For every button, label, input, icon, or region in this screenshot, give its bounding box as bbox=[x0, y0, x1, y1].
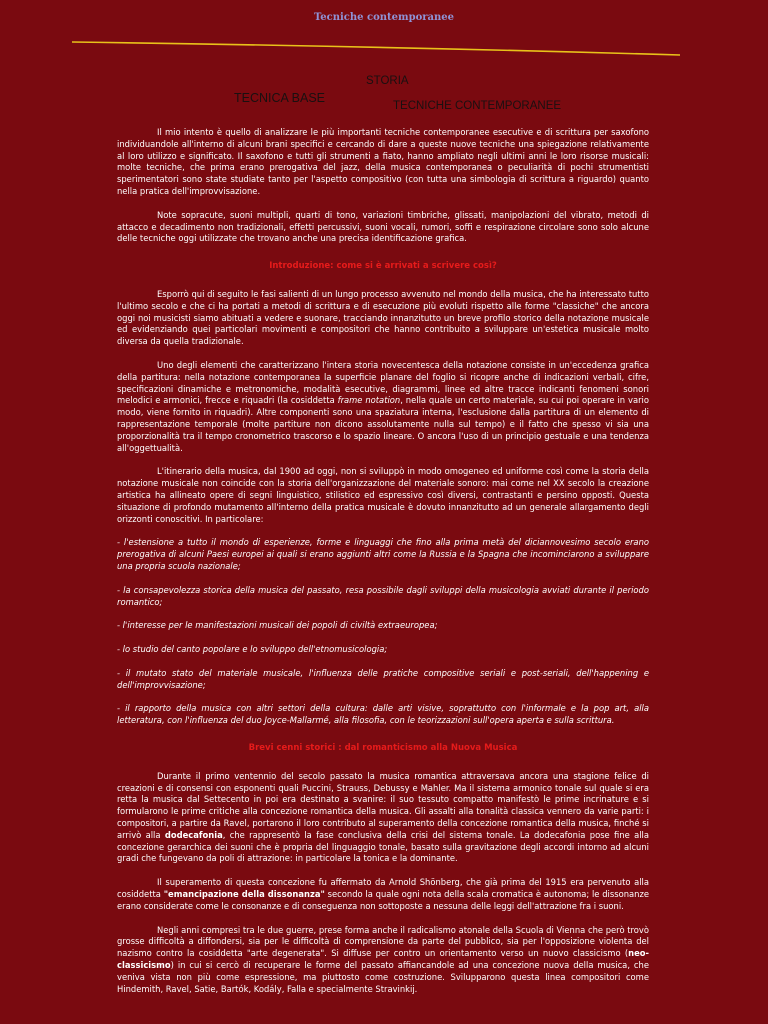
list-item: - il mutato stato del materiale musicale, l'influenza delle pratiche compositive seriali e post-seriali, dell'happening e dell'improvvisazione; bbox=[117, 667, 649, 690]
section2-paragraph-2 bbox=[117, 877, 649, 912]
text-span: Negli anni compresi tra le due guerre, prese forma anche il radicalismo atonale della Scuola di Vienna che però trovò grosse difficoltà a diffondersi, sia per le difficoltà di comprensione da parte del pubblico, sia per l'opposizione violenta del nazismo contro la cosiddetta "arte degenerata". Si diffuse per contro un orientamento verso un nuovo classicismo ( bbox=[117, 924, 649, 959]
section2-paragraph-3 bbox=[117, 925, 649, 996]
emphasis-frame-notation: frame notation bbox=[337, 395, 401, 406]
section1-paragraph-2 bbox=[117, 360, 649, 454]
section1-paragraph-3: L'itinerario della musica, dal 1900 ad oggi, non si sviluppò in modo omogeneo ed uniforme così come la storia della notazione musicale non coincide con la storia dell'organizzazione del materiale sonoro: mai come nel XX secolo la creazione artistica ha allineato opere di segni linguistico, stilistico ed espressivo così diversi, contrastanti e persino opposti. Questa situazione di profondo mutamento all'interno della pratica musicale è dovuto innanzitutto ad un generale allargamento degli orizzonti conoscitivi. In particolare: bbox=[117, 466, 649, 524]
bold-emancipazione: "emancipazione della dissonanza" bbox=[163, 889, 325, 900]
bold-neo-classicismo: neo-classicismo bbox=[117, 948, 649, 971]
list-item: - l'interesse per le manifestazioni musicali dei popoli di civiltà extraeuropea; bbox=[117, 620, 438, 631]
text-span: , nella quale un certo materiale, su cui poi operare in vario modo, viene fornito in riquadri). Altre componenti sono una spaziatura interna, l'esclusione dalla partitura di un elemento di rappresentazione temporale (molte partiture non dicono assolutamente nulla sul tempo) e il fatto che spesso vi sia una proporzionalità tra il tempo cronometrico trascorso e lo spazio lineare. O ancora l'uso di un principio gestuale e una tendenza all'oggettualità. bbox=[117, 395, 649, 453]
site-title: Tecniche contemporanee bbox=[313, 12, 454, 23]
text-span: ) in cui si cercò di recuperare le forme del passato affiancandole ad una concezione nuova della musica, che veniva vista non più come espressione, ma piuttosto come costruzione. Svilupparono questa linea compositori come Hindemith, Ravel, Satie, Bartók, Kodály, Falla e specialmente Stravinkij. bbox=[117, 960, 649, 994]
article-body bbox=[117, 127, 649, 1007]
list-item: - l'estensione a tutto il mondo di esperienze, forme e linguaggi che fino alla prima metà del diciannovesimo secolo erano prerogativa di alcuni Paesi europei ai quali si erano aggiunti altri come la Russia e la Spagna che incominciarono a sviluppare una propria scuola nazionale; bbox=[117, 537, 649, 571]
text-span: secondo la quale ogni nota della scala cromatica è autonoma; le dissonanze erano considerate come le consonanze e di conseguenza non sottoposte a nessuna delle leggi dell'attrazione fra i suoni. bbox=[117, 889, 649, 911]
nav-link-tecnica-base[interactable]: TECNICA BASE bbox=[234, 91, 325, 105]
bold-dodecafonia: dodecafonia bbox=[164, 829, 223, 840]
section-heading-introduzione: Introduzione: come si è arrivati a scrivere così? bbox=[269, 261, 497, 272]
text-span: Il superamento di questa concezione fu affermato da Arnold Shönberg, che già prima del 1915 era pervenuto alla cosiddetta bbox=[117, 877, 649, 900]
nav-link-storia[interactable]: STORIA bbox=[366, 75, 409, 87]
text-span: , che rappresentò la fase conclusiva della crisi del sistema tonale. La dodecafonia pose fine alla concezione gerarchica dei suoni che è propria del linguaggio tonale, basato sulla gravitazione degli accordi intorno ad alcuni gradi che fungevano da poli di attrazione: in particolare la tonica e la dominante. bbox=[117, 829, 649, 864]
header-divider bbox=[72, 40, 680, 58]
section1-paragraph-1: Esporrò qui di seguito le fasi salienti di un lungo processo avvenuto nel mondo della musica, che ha interessato tutto l'ultimo secolo e che ci ha portati a metodi di scrittura e di esecuzione più evoluti rispetto alle forme "classiche" che ancora oggi noi musicisti siamo abituati a vedere e suonare, tracciando innanzitutto un breve profilo storico della notazione musicale ed evidenziando quei particolari movimenti e compositori che hanno contribuito a sviluppare un'estetica musicale molto diversa da quella tradizionale. bbox=[117, 288, 649, 347]
text-span: Uno degli elementi che caratterizzano l'intera storia novecentesca della notazione consiste in un'eccedenza grafica della partitura: nella notazione contemporanea la superficie planare del foglio si ricopre anche di indicazioni verbali, cifre, specificazioni dinamiche e metronomiche, modalità esecutive, diagrammi, linee ed altre tracce indicanti fenomeni sonori melodici e armonici, frecce e riquadri (la cosiddetta bbox=[117, 359, 649, 406]
section2-paragraph-1 bbox=[117, 771, 649, 865]
list-item: - la consapevolezza storica della musica del passato, resa possibile dagli sviluppi della musicologia avviati durante il periodo romantico; bbox=[117, 584, 649, 607]
nav-link-tecniche-contemporanee[interactable]: TECNICHE CONTEMPORANEE bbox=[393, 100, 562, 112]
section-heading-cenni-storici: Brevi cenni storici : dal romanticismo alla Nuova Musica bbox=[248, 743, 518, 754]
text-span: Durante il primo ventennio del secolo passato la musica romantica attraversava ancora una stagione felice di creazioni e di consensi con esponenti quali Puccini, Strauss, Debussy e Mahler. Ma il sistema armonico tonale sul quale si era retta la musica dal Settecento in poi era destinato a svanire: il suo tessuto compatto manifestò le prime incrinature e si formularono le prime critiche alla concezione romantica della musica. Gli assalti alla tonalità classica vennero da varie parti: i compositori, a partire da Ravel, portarono il loro contributo al superamento della concezione romantica della musica, finché si arrivò alla bbox=[117, 770, 649, 840]
intro-paragraph-1: Il mio intento è quello di analizzare le più importanti tecniche contemporanee esecutive e di scrittura per saxofono individuandole all'interno di alcuni brani specifici e cercando di dare a queste nuove tecniche una spiegazione relativamente al loro utilizzo e significato. Il saxofono e tutti gli strumenti a fiato, hanno ampliato negli ultimi anni le loro risorse musicali: molte tecniche, che prima erano prerogativa del jazz, della musica contemporanea o peculiarità di pochi strumentisti sperimentatori sono state studiate tanto per l'aspetto compositivo (con tutta una simbologia di scrittura a riguardo) quanto nella pratica dell'improvvisazione. bbox=[117, 127, 649, 196]
list-item: - lo studio del canto popolare e lo sviluppo dell'etnomusicologia; bbox=[117, 644, 388, 655]
intro-paragraph-2: Note sopracute, suoni multipli, quarti di tono, variazioni timbriche, glissati, manipolazioni del vibrato, metodi di attacco e decadimento non tradizionali, effetti percussivi, suoni vocali, rumori, soffi e respirazione circolare sono solo alcune delle tecniche oggi utilizzate che trovano anche una precisa identificazione grafica. bbox=[117, 209, 649, 244]
list-item: - il rapporto della musica con altri settori della cultura: dalle arti visive, soprattutto con l'informale e la pop art, alla letteratura, con l'influenza del duo Joyce-Mallarmé, alla filosofia, con le teorizzazioni sull'opera aperta e sulla scrittura. bbox=[117, 703, 649, 726]
